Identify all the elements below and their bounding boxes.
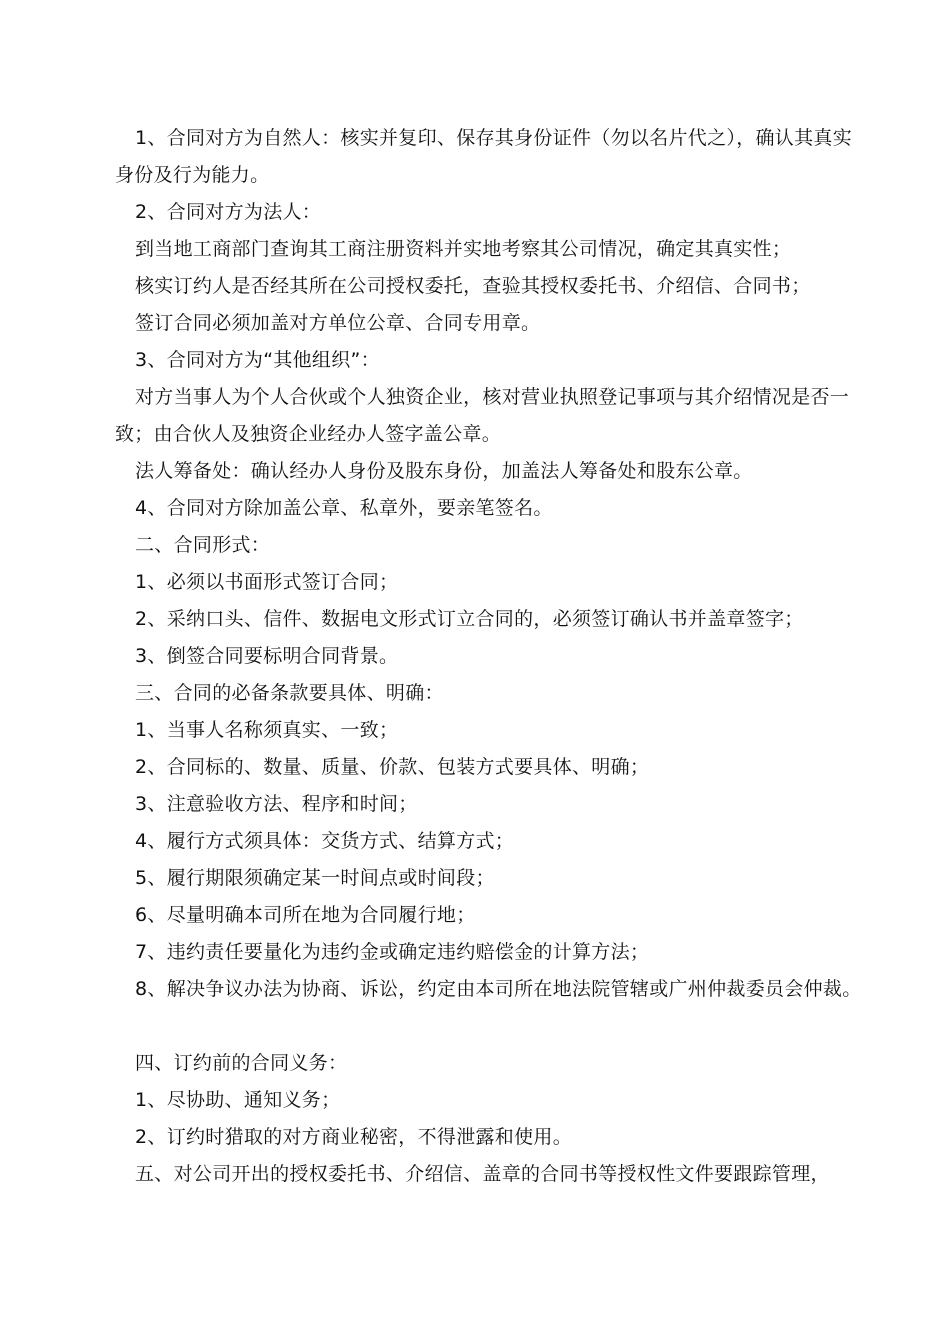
paragraph-15: 1、当事人名称须真实、一致；	[135, 719, 399, 741]
paragraph-2: 2、合同对方为法人：	[135, 201, 322, 223]
paragraph-6: 3、合同对方为“其他组织”：	[135, 349, 380, 371]
paragraph-19: 5、履行期限须确定某一时间点或时间段；	[135, 867, 495, 889]
paragraph-20: 6、尽量明确本司所在地为合同履行地；	[135, 904, 476, 926]
blank-line	[115, 1008, 855, 1045]
paragraph-22: 8、解决争议办法为协商、诉讼，约定由本司所在地法院管辖或广州仲裁委员会仲裁。	[135, 978, 862, 1000]
section-heading-3: 三、合同的必备条款要具体、明确：	[135, 682, 444, 704]
paragraph-11: 1、必须以书面形式签订合同；	[135, 571, 399, 593]
paragraph-9: 4、合同对方除加盖公章、私章外，要亲笔签名。	[135, 497, 553, 519]
paragraph-21: 7、违约责任要量化为违约金或确定违约赔偿金的计算方法；	[135, 941, 650, 963]
paragraph-16: 2、合同标的、数量、质量、价款、包装方式要具体、明确；	[135, 756, 650, 778]
paragraph-26: 2、订约时猎取的对方商业秘密，不得泄露和使用。	[135, 1126, 572, 1148]
section-heading-4: 四、订约前的合同义务：	[135, 1052, 348, 1074]
paragraph-18: 4、履行方式须具体：交货方式、结算方式；	[135, 830, 515, 852]
section-heading-5: 五、对公司开出的授权委托书、介绍信、盖章的合同书等授权性文件要跟踪管理，	[135, 1163, 830, 1185]
paragraph-7: 对方当事人为个人合伙或个人独资企业，核对营业执照登记事项与其介绍情况是否一致；由合伙人及独资企业经办人签字盖公章。	[115, 386, 850, 445]
paragraph-5: 签订合同必须加盖对方单位公章、合同专用章。	[135, 312, 541, 334]
document-body	[115, 120, 862, 1193]
paragraph-4: 核实订约人是否经其所在公司授权委托，查验其授权委托书、介绍信、合同书；	[135, 275, 811, 297]
paragraph-8: 法人筹备处：确认经办人身份及股东身份，加盖法人筹备处和股东公章。	[135, 460, 753, 482]
paragraph-1: 1、合同对方为自然人：核实并复印、保存其身份证件（勿以名片代之），确认其真实身份及行为能力。	[115, 127, 852, 186]
paragraph-3: 到当地工商部门查询其工商注册资料并实地考察其公司情况，确定其真实性；	[135, 238, 792, 260]
paragraph-17: 3、注意验收方法、程序和时间；	[135, 793, 418, 815]
paragraph-25: 1、尽协助、通知义务；	[135, 1089, 341, 1111]
section-heading-2: 二、合同形式：	[135, 534, 271, 556]
paragraph-12: 2、采纳口头、信件、数据电文形式订立合同的，必须签订确认书并盖章签字；	[135, 608, 804, 630]
paragraph-13: 3、倒签合同要标明合同背景。	[135, 645, 399, 667]
